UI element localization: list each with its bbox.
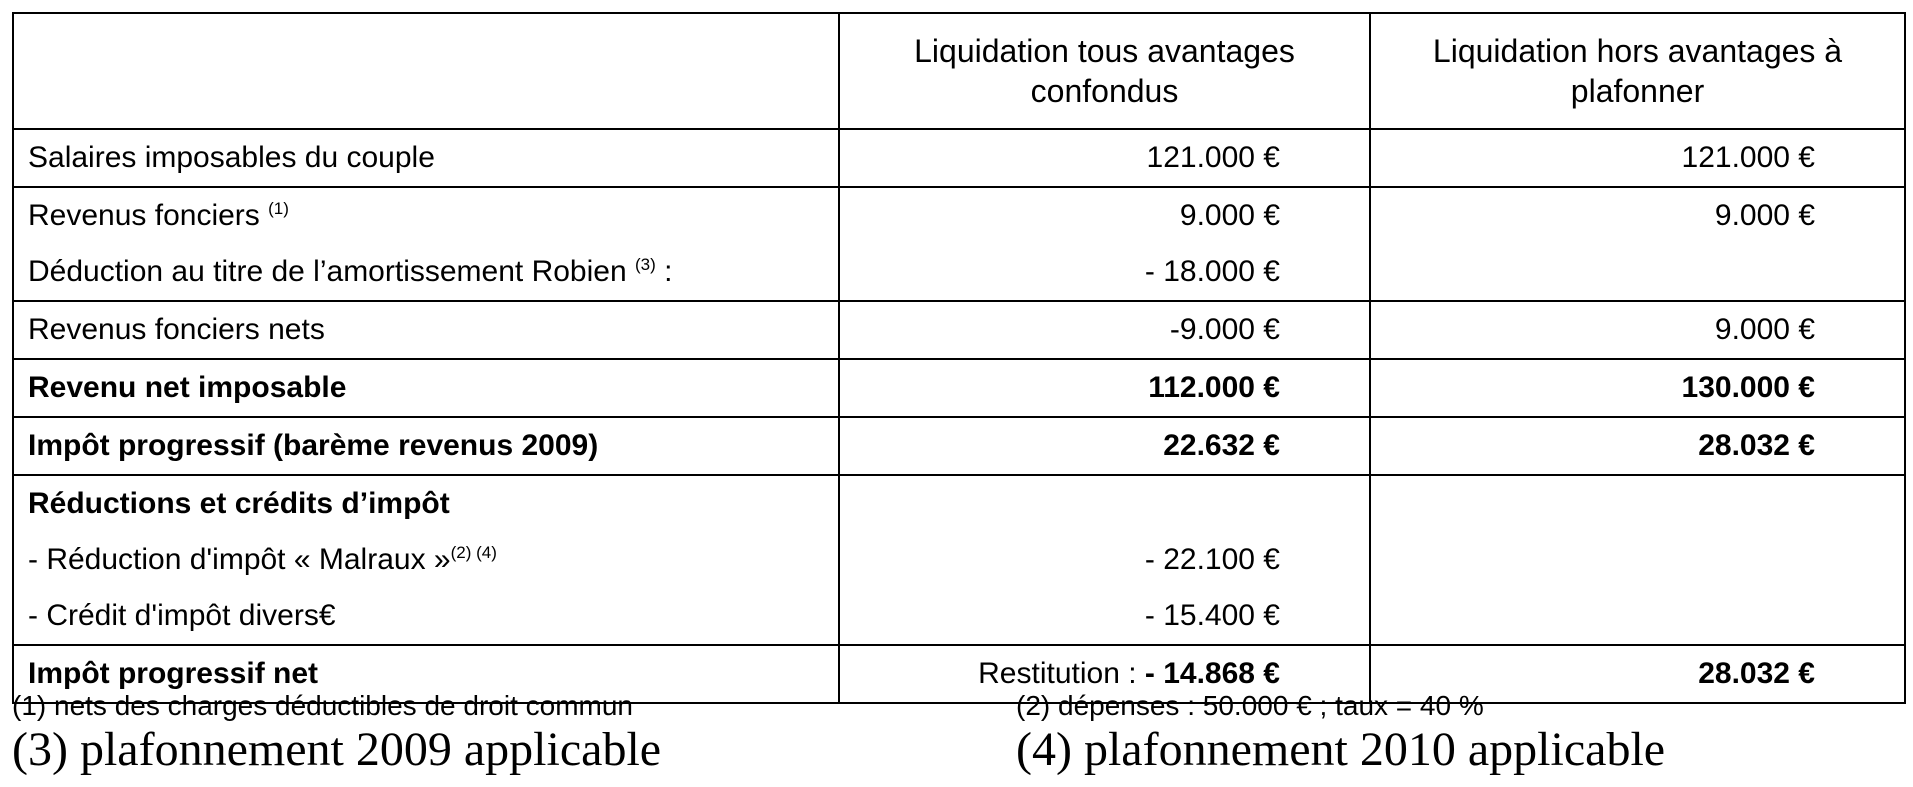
footnote-ref-1: (1) — [268, 199, 289, 218]
row-fonciers-nets — [13, 301, 1905, 359]
label-deduction-robien: Déduction au titre de l’amortissement Robien $^{(3)}$ : — [28, 255, 673, 288]
value-reductions-title-2 — [1371, 476, 1904, 532]
restitution-prefix: Restitution : — [978, 657, 1145, 690]
footnote-ref-2-4: (2) (4) — [450, 543, 497, 562]
value-reductions-title-1 — [840, 476, 1369, 532]
value-fonciers-1: 9.000 € — [1179, 199, 1280, 232]
header-empty-cell — [13, 13, 839, 129]
label-fonciers-nets: Revenus fonciers nets — [28, 313, 325, 346]
row-revenu-net-imposable — [13, 359, 1905, 417]
footnote-4: (4) plafonnement 2010 applicable — [1016, 723, 1666, 776]
header-col-hors-avantages: Liquidation hors avantages à plafonner — [1370, 13, 1905, 129]
row-salaires — [13, 129, 1905, 187]
label-salaires: Salaires imposables du couple — [28, 141, 435, 174]
tax-comparison-table — [12, 12, 1906, 704]
value-fonciers-nets-2: 9.000 € — [1714, 313, 1815, 346]
label-malraux: - Réduction d'impôt « Malraux »$^{(2) (4)}$ — [28, 543, 497, 576]
label-revenus-fonciers: Revenus fonciers $^{(1)}$ — [28, 199, 289, 232]
row-impot-progressif — [13, 417, 1905, 475]
value-malraux-1: - 22.100 € — [1144, 543, 1280, 576]
value-fonciers-nets-1: -9.000 € — [1169, 313, 1280, 346]
footnote-2: (2) dépenses : 50.000 € ; taux = 40 % — [1016, 690, 1484, 721]
label-credit-divers: - Crédit d'impôt divers€ — [28, 599, 336, 632]
value-salaires-1: 121.000 € — [1146, 141, 1280, 174]
label-impot-net: Impôt progressif net — [28, 657, 319, 690]
value-fonciers-2: 9.000 € — [1714, 199, 1815, 232]
label-reductions-title: Réductions et crédits d’impôt — [28, 487, 450, 520]
value-salaires-2: 121.000 € — [1681, 141, 1815, 174]
footnote-3: (3) plafonnement 2009 applicable — [12, 723, 662, 776]
value-revenu-net-1: 112.000 € — [1148, 371, 1280, 404]
value-deduction-2 — [1371, 244, 1904, 300]
header-col-tous-avantages: Liquidation tous avantages confondus — [839, 13, 1370, 129]
value-credit-2 — [1371, 588, 1904, 644]
restitution-amount: - 14.868 € — [1144, 657, 1280, 690]
value-credit-1: - 15.400 € — [1144, 599, 1280, 632]
label-impot-progressif: Impôt progressif (barème revenus 2009) — [28, 429, 599, 462]
value-impot-net-2: 28.032 € — [1698, 657, 1815, 690]
label-revenu-net: Revenu net imposable — [28, 371, 347, 404]
value-malraux-2 — [1371, 532, 1904, 588]
value-deduction-1: - 18.000 € — [1144, 255, 1280, 288]
row-reductions-group — [13, 475, 1905, 645]
value-impot-progressif-1: 22.632 € — [1163, 429, 1280, 462]
row-revenus-fonciers-group — [13, 187, 1905, 301]
footnote-1: (1) nets des charges déductibles de droit commun — [12, 690, 633, 721]
value-impot-progressif-2: 28.032 € — [1698, 429, 1815, 462]
footnote-ref-3: (3) — [634, 255, 656, 274]
value-revenu-net-2: 130.000 € — [1681, 371, 1815, 404]
header-row — [13, 13, 1905, 129]
